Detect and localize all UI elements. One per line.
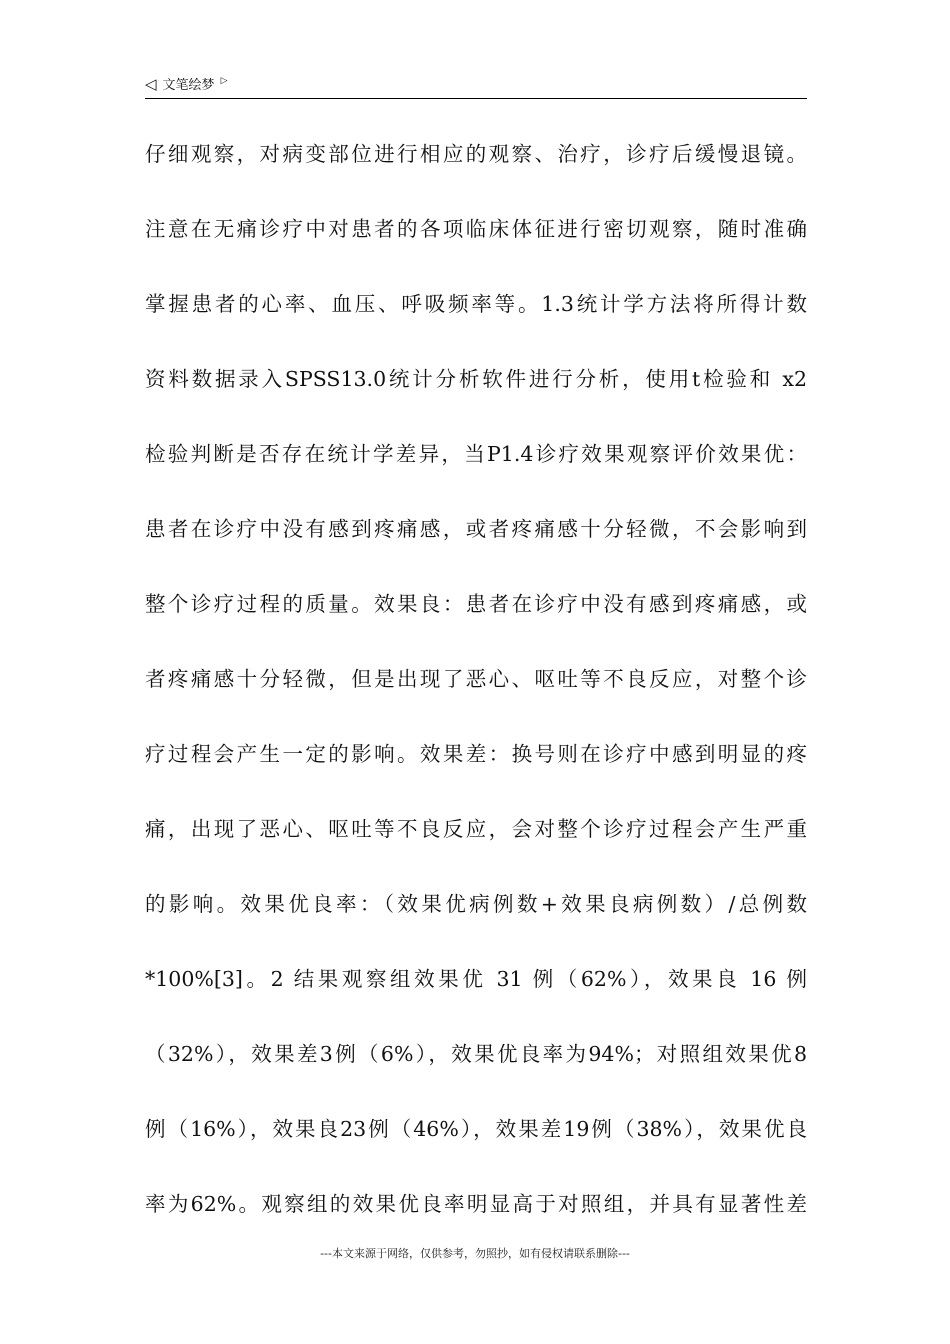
header-brand [145, 74, 227, 93]
triangle-right-icon: ▷ [220, 75, 228, 86]
body-line: 者疼痛感十分轻微，但是出现了恶心、呕吐等不良反应，对整个诊 [145, 667, 807, 691]
body-line: 例（16%），效果良23例（46%），效果差19例（38%），效果优良 [145, 1117, 807, 1141]
body-line: 仔细观察，对病变部位进行相应的观察、治疗，诊疗后缓慢退镜。 [145, 142, 807, 166]
body-line: *100%[3]。2 结果观察组效果优 31 例（62%），效果良 16 例 [145, 967, 807, 991]
body-line: 率为62%。观察组的效果优良率明显高于对照组，并具有显著性差 [145, 1192, 807, 1216]
body-line: 的影响。效果优良率：（效果优病例数+效果良病例数）/总例数 [145, 892, 807, 916]
body-line: （32%），效果差3例（6%），效果优良率为94%；对照组效果优8 [145, 1042, 807, 1066]
body-line: 检验判断是否存在统计学差异，当P1.4诊疗效果观察评价效果优： [145, 442, 807, 466]
body-line: 疗过程会产生一定的影响。效果差：换号则在诊疗中感到明显的疼 [145, 742, 807, 766]
page-header [145, 72, 807, 99]
body-line: 掌握患者的心率、血压、呼吸频率等。1.3统计学方法将所得计数 [145, 292, 807, 316]
body-line: 注意在无痛诊疗中对患者的各项临床体征进行密切观察，随时准确 [145, 217, 807, 241]
footer-disclaimer: ---本文来源于网络，仅供参考，勿照抄，如有侵权请联系删除--- [320, 1247, 630, 1260]
body-line: 患者在诊疗中没有感到疼痛感，或者疼痛感十分轻微，不会影响到 [145, 517, 807, 541]
body-line: 整个诊疗过程的质量。效果良：患者在诊疗中没有感到疼痛感，或 [145, 592, 807, 616]
header-title: 文笔绘梦 [162, 78, 215, 93]
body-line: 资料数据录入SPSS13.0统计分析软件进行分析，使用t检验和 x2 [145, 367, 807, 391]
document-body [145, 126, 807, 1251]
triangle-left-icon: ◁ [145, 74, 157, 93]
body-line: 痛，出现了恶心、呕吐等不良反应，会对整个诊疗过程会产生严重 [145, 817, 807, 841]
